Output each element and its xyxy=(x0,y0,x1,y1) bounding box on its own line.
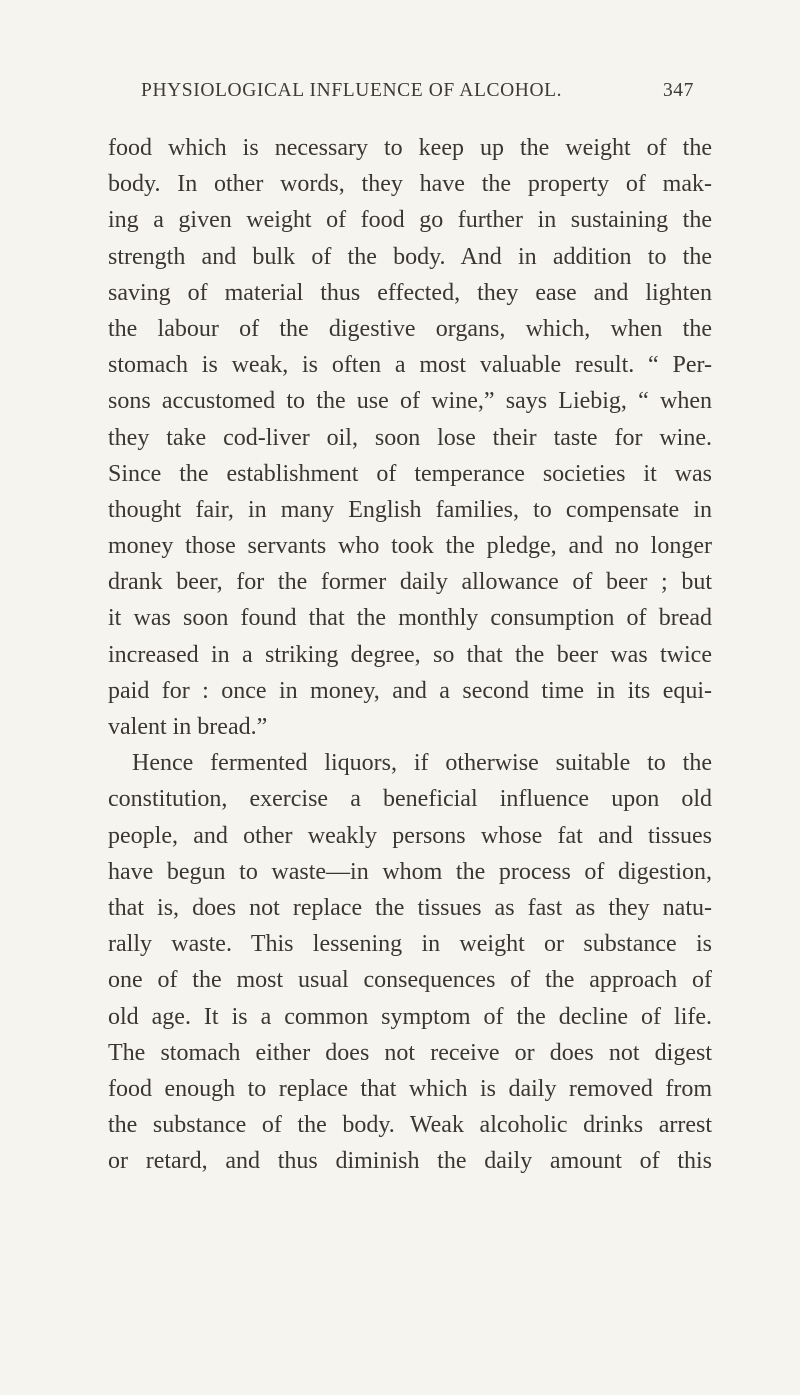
text-line: that is, does not replace the tissues as fast as they natu- xyxy=(108,894,712,921)
text-line: body. In other words, they have the property of mak- xyxy=(108,171,712,198)
text-line: food enough to replace that which is daily removed from xyxy=(108,1075,712,1102)
page-number: 347 xyxy=(662,80,694,101)
text-line: rally waste. This lessening in weight or substance is xyxy=(108,931,712,958)
running-head xyxy=(141,80,694,110)
text-line: people, and other weakly persons whose fat and tissues xyxy=(108,822,712,849)
text-line: Hence fermented liquors, if otherwise suitable to the xyxy=(132,750,712,777)
text-line: increased in a striking degree, so that the beer was twice xyxy=(108,641,712,668)
paragraph xyxy=(108,130,712,745)
text-line: drank beer, for the former daily allowance of beer ; but xyxy=(108,569,712,596)
text-line: valent in bread.” xyxy=(108,714,268,740)
text-line: have begun to waste—in whom the process of digestion, xyxy=(108,858,712,885)
text-line: ing a given weight of food go further in sustaining the xyxy=(108,207,712,234)
text-line: stomach is weak, is often a most valuable result. “ Per- xyxy=(108,352,712,379)
text-line: the substance of the body. Weak alcoholic drinks arrest xyxy=(108,1112,712,1139)
text-line: saving of material thus effected, they ease and lighten xyxy=(108,279,712,306)
text-line: constitution, exercise a beneficial influence upon old xyxy=(108,786,712,813)
text-line: Since the establishment of temperance societies it was xyxy=(108,460,712,487)
text-line: The stomach either does not receive or does not digest xyxy=(108,1039,712,1066)
text-line: food which is necessary to keep up the weight of the xyxy=(108,135,712,161)
text-line: one of the most usual consequences of the approach of xyxy=(108,967,712,994)
text-line: they take cod-liver oil, soon lose their taste for wine. xyxy=(108,424,712,451)
running-head-title: PHYSIOLOGICAL INFLUENCE OF ALCOHOL. xyxy=(141,80,563,101)
text-line: paid for : once in money, and a second time in its equi- xyxy=(108,677,712,704)
text-line: it was soon found that the monthly consumption of bread xyxy=(108,605,712,632)
text-line: thought fair, in many English families, to compensate in xyxy=(108,496,712,523)
text-line: money those servants who took the pledge, and no longer xyxy=(108,533,712,560)
text-line: strength and bulk of the body. And in addition to the xyxy=(108,243,712,270)
text-line: or retard, and thus diminish the daily amount of this xyxy=(108,1148,712,1175)
paragraph xyxy=(108,745,712,1179)
text-line: old age. It is a common symptom of the decline of life. xyxy=(108,1003,712,1030)
text-line: sons accustomed to the use of wine,” says Liebig, “ when xyxy=(108,388,712,415)
text-line: the labour of the digestive organs, which, when the xyxy=(108,315,712,342)
body-text xyxy=(108,130,712,1179)
